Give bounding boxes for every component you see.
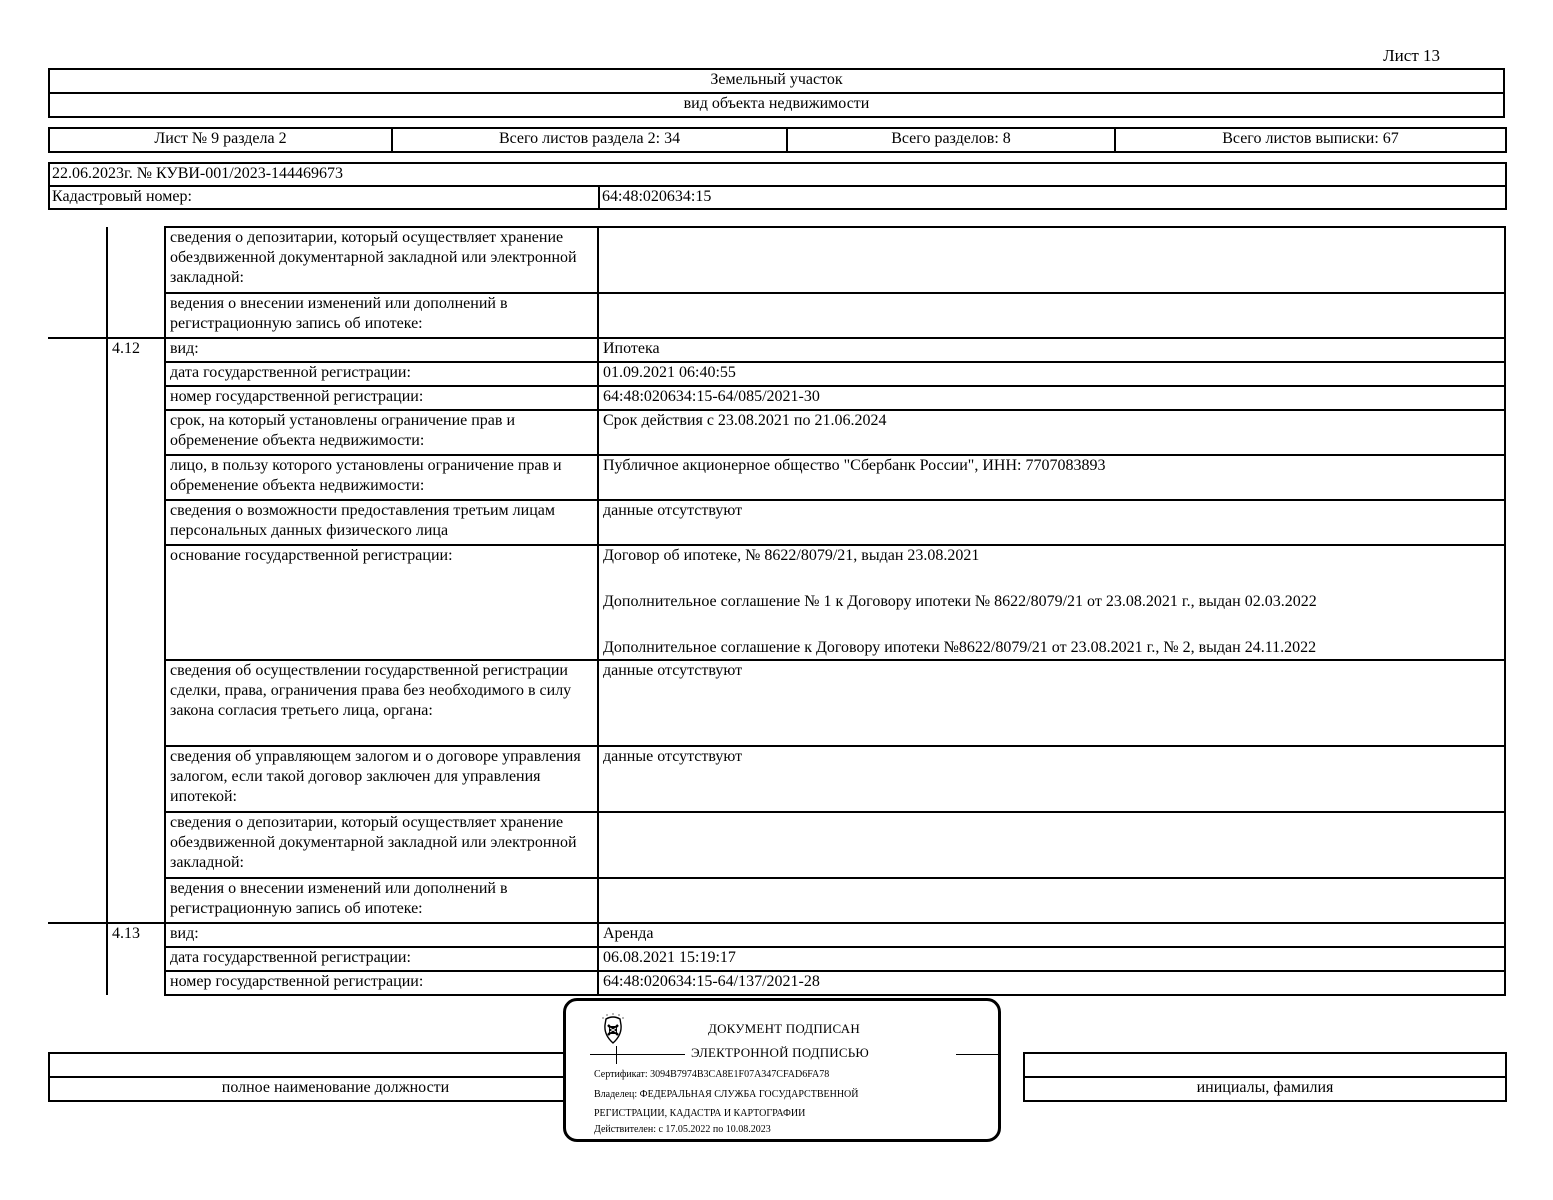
field-value: данные отсутствуют	[598, 500, 1505, 545]
table-row	[48, 362, 1505, 386]
field-label: дата государственной регистрации:	[165, 947, 598, 971]
table-row	[48, 386, 1505, 410]
field-value: данные отсутствуют	[598, 746, 1505, 812]
stamp-rule-left	[590, 1054, 685, 1055]
table-row	[48, 746, 1505, 812]
table-row	[48, 293, 1505, 338]
field-value: Аренда	[598, 923, 1505, 947]
field-label: вид:	[165, 338, 598, 362]
sheet-number-cell: Лист № 9 раздела 2	[49, 128, 392, 152]
table-row	[48, 812, 1505, 878]
sheet-info-table	[48, 127, 1507, 153]
field-value: 01.09.2021 06:40:55	[598, 362, 1505, 386]
sections-total: Всего разделов: 8	[787, 128, 1115, 152]
table-row	[48, 660, 1505, 746]
row-spacer	[48, 923, 107, 947]
position-field	[49, 1053, 622, 1077]
object-title: Земельный участок	[49, 69, 1504, 93]
row-spacer	[48, 338, 107, 362]
table-row	[48, 500, 1505, 545]
field-value: 06.08.2021 15:19:17	[598, 947, 1505, 971]
field-value: Публичное акционерное общество "Сбербанк России", ИНН: 7707083893	[598, 455, 1505, 500]
cadastral-value: 64:48:020634:15	[599, 186, 1506, 209]
name-field	[1024, 1053, 1506, 1077]
row-number-cell	[107, 293, 165, 338]
field-label: номер государственной регистрации:	[165, 971, 598, 995]
stamp-title-line2: ЭЛЕКТРОННОЙ ПОДПИСЬЮ	[691, 1045, 869, 1060]
field-value	[598, 293, 1505, 338]
coat-of-arms-icon	[594, 1013, 632, 1051]
field-label: сведения о возможности предоставления третьим лицам персональных данных физического лица	[165, 500, 598, 545]
table-row	[48, 971, 1505, 995]
field-label: сведения об управляющем залогом и о договоре управления залогом, если такой договор заключен для управления ипотекой:	[165, 746, 598, 812]
field-value: 64:48:020634:15-64/137/2021-28	[598, 971, 1505, 995]
field-value: 64:48:020634:15-64/085/2021-30	[598, 386, 1505, 410]
field-label: срок, на который установлены ограничение прав и обременение объекта недвижимости:	[165, 410, 598, 455]
object-subtitle: вид объекта недвижимости	[49, 93, 1504, 117]
field-label: дата государственной регистрации:	[165, 362, 598, 386]
stamp-rule-right	[956, 1054, 998, 1055]
basis-document-3: Дополнительное соглашение к Договору ипотеки №8622/8079/21 от 23.08.2021 г., № 2, выдан 24.11.2022	[603, 639, 1317, 656]
table-row	[48, 410, 1505, 455]
entry-number: 4.12	[107, 338, 165, 362]
document-reference: 22.06.2023г. № КУВИ-001/2023-144469673	[49, 163, 1506, 186]
row-spacer	[48, 227, 107, 293]
field-value	[598, 812, 1505, 878]
stamp-owner-continued: РЕГИСТРАЦИИ, КАДАСТРА И КАРТОГРАФИИ	[594, 1108, 806, 1119]
field-value: Ипотека	[598, 338, 1505, 362]
position-caption: полное наименование должности	[49, 1077, 622, 1101]
field-label: основание государственной регистрации:	[165, 545, 598, 660]
field-label: сведения об осуществлении государственной регистрации сделки, права, ограничения права без необходимого в силу закона согласия третьего лица, органа:	[165, 660, 598, 746]
field-label: лицо, в пользу которого установлены ограничение прав и обременение объекта недвижимости:	[165, 455, 598, 500]
basis-document-1: Договор об ипотеке, № 8622/8079/21, выдан 23.08.2021	[603, 547, 980, 564]
stamp-certificate: Сертификат: 3094B7974B3CA8E1F07A347CFAD6FA78	[594, 1069, 830, 1080]
field-label: сведения о депозитарии, который осуществляет хранение обездвиженной документарной закладной или электронной закладной:	[165, 812, 598, 878]
row-number-cell	[107, 227, 165, 293]
basis-value	[598, 545, 1505, 660]
table-row	[48, 878, 1505, 923]
table-row	[48, 923, 1505, 947]
field-label: вид:	[165, 923, 598, 947]
table-row	[48, 545, 1505, 660]
table-row	[48, 338, 1505, 362]
field-label: ведения о внесении изменений или дополнений в регистрационную запись об ипотеке:	[165, 878, 598, 923]
cadastral-label: Кадастровый номер:	[49, 186, 599, 209]
document-meta-table	[48, 162, 1507, 210]
stamp-validity: Действителен: с 17.05.2022 по 10.08.2023	[594, 1124, 771, 1135]
stamp-tick	[616, 1046, 617, 1064]
basis-document-2: Дополнительное соглашение № 1 к Договору ипотеки № 8622/8079/21 от 23.08.2021 г., выдан 02.03.2022	[603, 593, 1317, 610]
entry-number: 4.13	[107, 923, 165, 947]
table-row	[48, 455, 1505, 500]
field-value	[598, 227, 1505, 293]
table-row	[48, 227, 1505, 293]
field-value: Срок действия с 23.08.2021 по 21.06.2024	[598, 410, 1505, 455]
electronic-signature-stamp	[563, 998, 1001, 1142]
section-sheets-total: Всего листов раздела 2: 34	[392, 128, 787, 152]
field-label: ведения о внесении изменений или дополнений в регистрационную запись об ипотеке:	[165, 293, 598, 338]
field-label: сведения о депозитарии, который осуществляет хранение обездвиженной документарной закладной или электронной закладной:	[165, 227, 598, 293]
table-row	[48, 947, 1505, 971]
field-value	[598, 878, 1505, 923]
field-label: номер государственной регистрации:	[165, 386, 598, 410]
page-sheet-number: Лист 13	[1383, 46, 1440, 65]
extract-sheets-total: Всего листов выписки: 67	[1115, 128, 1506, 152]
stamp-title-line1: ДОКУМЕНТ ПОДПИСАН	[708, 1021, 860, 1036]
field-value: данные отсутствуют	[598, 660, 1505, 746]
name-caption: инициалы, фамилия	[1024, 1077, 1506, 1101]
encumbrance-table	[48, 226, 1506, 996]
stamp-owner: Владелец: ФЕДЕРАЛЬНАЯ СЛУЖБА ГОСУДАРСТВЕННОЙ	[594, 1089, 859, 1100]
object-header-table	[48, 68, 1505, 118]
row-spacer	[48, 293, 107, 338]
